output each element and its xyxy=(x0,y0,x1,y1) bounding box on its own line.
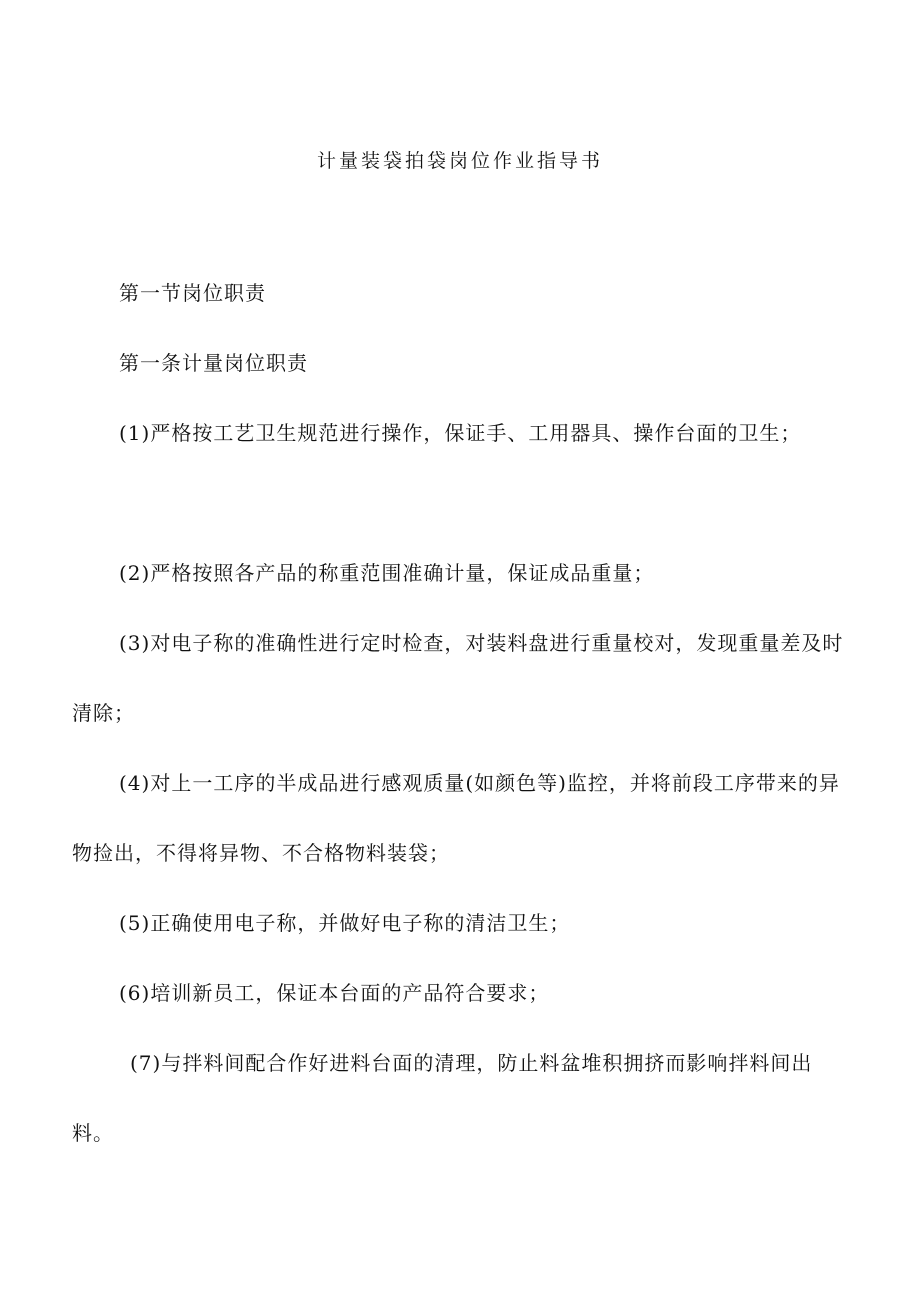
duty-item-1: (1)严格按工艺卫生规范进行操作，保证手、工用器具、操作台面的卫生； xyxy=(119,421,802,445)
duty-item-4: (4)对上一工序的半成品进行感观质量(如颜色等)监控，并将前段工序带来的异物捡出，不得将异物、不合格物料装袋； xyxy=(72,771,840,865)
section-heading: 第一节岗位职责 xyxy=(119,281,266,305)
duty-item-2: (2)严格按照各产品的称重范围准确计量，保证成品重量； xyxy=(119,561,655,585)
article-heading: 第一条计量岗位职责 xyxy=(119,351,308,375)
duty-item-3: (3)对电子称的准确性进行定时检查，对装料盘进行重量校对，发现重量差及时清除； xyxy=(72,631,844,725)
duty-item-6: (6)培训新员工，保证本台面的产品符合要求； xyxy=(119,981,550,1005)
duty-item-7: (7)与拌料间配合作好进料台面的清理，防止料盆堆积拥挤而影响拌料间出料。 xyxy=(72,1051,813,1145)
duty-item-5: (5)正确使用电子称，并做好电子称的清洁卫生； xyxy=(119,911,571,935)
document-title: 计量装袋拍袋岗位作业指导书 xyxy=(316,150,603,172)
